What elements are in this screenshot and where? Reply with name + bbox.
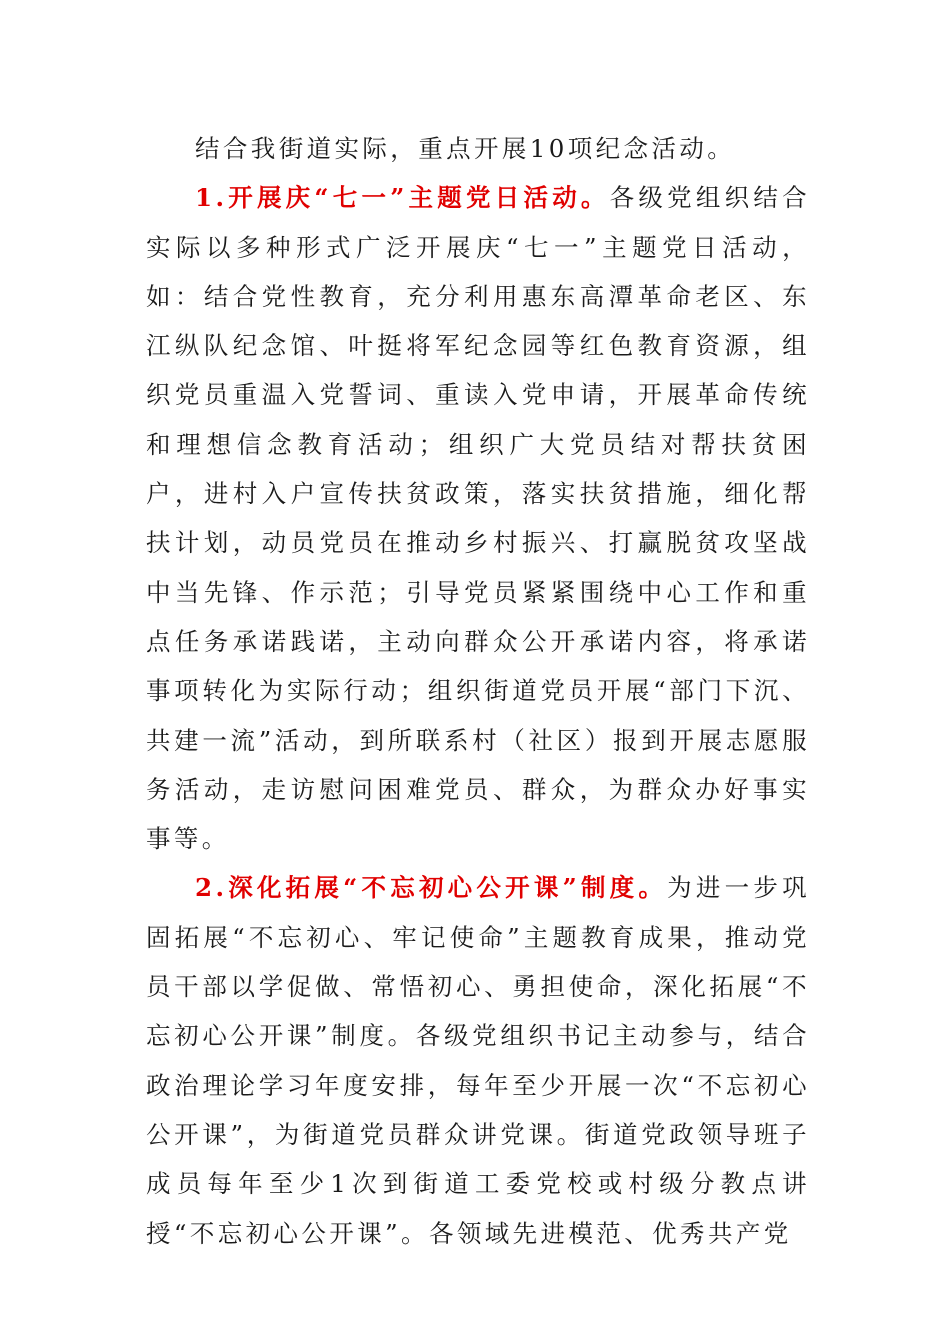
section-2-heading: 2.深化拓展“不忘初心公开课”制度。 — [195, 873, 668, 903]
section-1-body: 各级党组织结合实际以多种形式广泛开展庆“七一”主题党日活动，如：结合党性教育，充分利用惠东高潭革命老区、东江纵队纪念馆、叶挺将军纪念园等红色教育资源，组织党员重温入党誓词、重读入党申请，开展革命传统和理想信念教育活动；组织广大党员结对帮扶贫困户，进村入户宣传扶贫政策，落实扶贫措施，细化帮扶计划，动员党员在推动乡村振兴、打赢脱贫攻坚战中当先锋、作示范；引导党员紧紧围绕中心工作和重点任务承诺践诺，主动向群众公开承诺内容，将承诺事项转化为实际行动；组织街道党员开展“部门下沉、共建一流”活动，到所联系村（社区）报到开展志愿服务活动，走访慰问困难党员、群众，为群众办好事实事等。 — [146, 183, 810, 854]
section-2-body: 为进一步巩固拓展“不忘初心、牢记使命”主题教育成果，推动党员干部以学促做、常悟初心、勇担使命，深化拓展“不忘初心公开课”制度。各级党组织书记主动参与，结合政治理论学习年度安排，每年至少开展一次“不忘初心公开课”，为街道党员群众讲党课。街道党政领导班子成员每年至少1次到街道工委党校或村级分教点讲授“不忘初心公开课”。各领域先进模范、优秀共产党 — [146, 873, 810, 1248]
intro-text: 结合我街道实际，重点开展10项纪念活动。 — [195, 134, 736, 163]
intro-paragraph — [146, 124, 810, 173]
section-2-paragraph — [146, 863, 810, 1257]
section-1-heading: 1.开展庆“七一”主题党日活动。 — [195, 183, 610, 213]
section-1-paragraph — [146, 173, 810, 863]
